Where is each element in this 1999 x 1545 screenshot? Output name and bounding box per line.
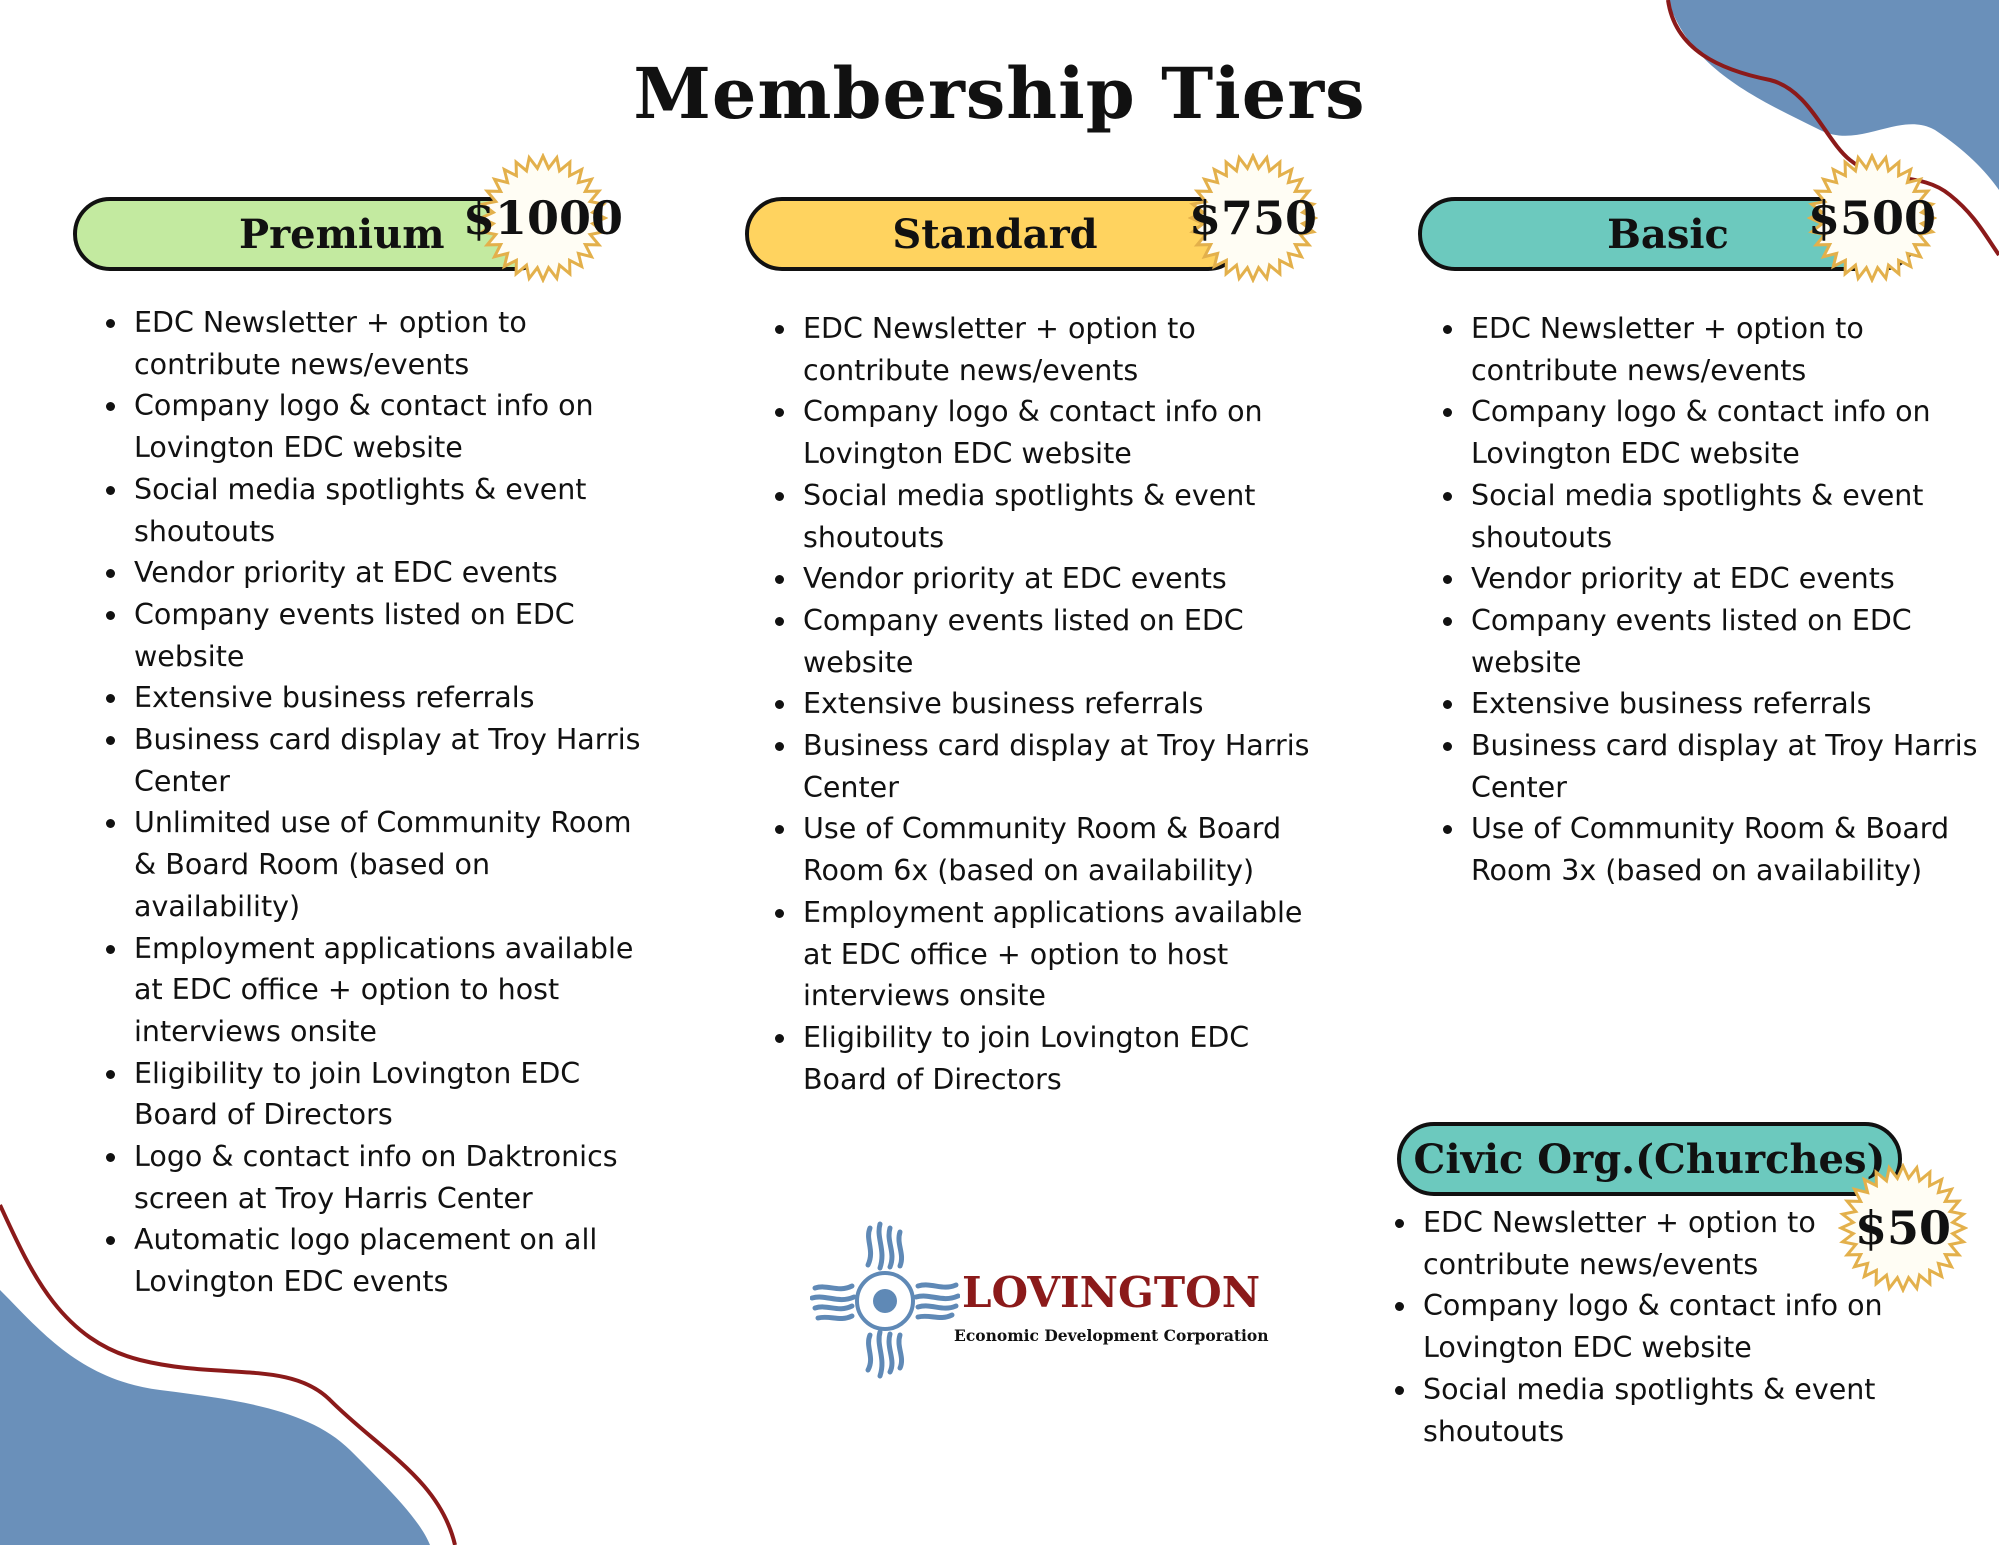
benefit-item: • Vendor priority at EDC events <box>799 558 1329 600</box>
benefit-item: • Social media spotlights & event shoutouts <box>1419 1369 1959 1452</box>
benefit-item: • Business card display at Troy Harris Center <box>130 719 660 802</box>
benefit-item: • Social media spotlights & event shoutouts <box>130 469 660 552</box>
benefit-item: • Extensive business referrals <box>1467 683 1999 725</box>
price-civic: $50 <box>1854 1201 1952 1255</box>
logo-subtitle: Economic Development Corporation <box>954 1326 1269 1345</box>
benefit-item: • Business card display at Troy Harris Center <box>799 725 1329 808</box>
tier-name-premium: Premium <box>239 210 445 258</box>
benefit-item: • Company events listed on EDC website <box>799 600 1329 683</box>
benefit-list-civic <box>1364 1202 1959 1452</box>
benefit-item: • Extensive business referrals <box>799 683 1329 725</box>
benefit-item: • Vendor priority at EDC events <box>130 552 660 594</box>
price-standard: $750 <box>1188 191 1318 245</box>
benefit-item: • EDC Newsletter + option to contribute news/events <box>799 308 1329 391</box>
benefit-item: • Eligibility to join Lovington EDC Board of Directors <box>130 1053 660 1136</box>
benefit-item: • Automatic logo placement on all Lovington EDC events <box>130 1219 660 1302</box>
benefit-item: • Business card display at Troy Harris Center <box>1467 725 1999 808</box>
benefit-item: • Social media spotlights & event shoutouts <box>799 475 1329 558</box>
page-title: Membership Tiers <box>633 52 1366 135</box>
benefit-item: • Extensive business referrals <box>130 677 660 719</box>
tier-name-standard: Standard <box>892 210 1098 258</box>
price-premium: $1000 <box>462 191 624 245</box>
price-badge-premium <box>462 153 624 283</box>
benefit-item: • Company logo & contact info on Lovington EDC website <box>1467 391 1999 474</box>
bottom-left-blue-blob <box>0 1290 430 1545</box>
benefit-list-standard <box>744 308 1329 1100</box>
tier-name-basic: Basic <box>1607 210 1729 258</box>
benefit-item: • Vendor priority at EDC events <box>1467 558 1999 600</box>
benefit-item: • Employment applications available at EDC office + option to host interviews onsite <box>799 892 1329 1017</box>
tier-name-civic: Civic Org.(Churches) <box>1413 1135 1886 1183</box>
benefit-item: • Social media spotlights & event shoutouts <box>1467 475 1999 558</box>
benefit-item: • Unlimited use of Community Room & Board Room (based on availability) <box>130 802 660 927</box>
benefit-list-premium <box>75 302 660 1303</box>
benefit-item: • Use of Community Room & Board Room 6x (based on availability) <box>799 808 1329 891</box>
benefit-item: • Use of Community Room & Board Room 3x (based on availability) <box>1467 808 1999 891</box>
lovington-edc-logo <box>810 1220 1270 1380</box>
benefit-item: • Company logo & contact info on Lovington EDC website <box>130 385 660 468</box>
benefit-item: • EDC Newsletter + option to contribute news/events <box>130 302 660 385</box>
benefit-item: • Employment applications available at EDC office + option to host interviews onsite <box>130 928 660 1053</box>
benefit-item: • Company logo & contact info on Lovington EDC website <box>799 391 1329 474</box>
price-badge-basic <box>1807 153 1937 283</box>
benefit-list-basic <box>1412 308 1999 892</box>
price-basic: $500 <box>1807 191 1937 245</box>
benefit-item: • EDC Newsletter + option to contribute news/events <box>1419 1202 1959 1285</box>
benefit-item: • EDC Newsletter + option to contribute news/events <box>1467 308 1999 391</box>
price-badge-standard <box>1188 153 1318 283</box>
benefit-item: • Eligibility to join Lovington EDC Board of Directors <box>799 1017 1329 1100</box>
benefit-item: • Company events listed on EDC website <box>1467 600 1999 683</box>
benefit-item: • Company events listed on EDC website <box>130 594 660 677</box>
zia-sun-icon <box>810 1220 960 1380</box>
logo-name: LOVINGTON <box>962 1268 1261 1317</box>
benefit-item: • Company logo & contact info on Lovington EDC website <box>1419 1285 1959 1368</box>
benefit-item: • Logo & contact info on Daktronics screen at Troy Harris Center <box>130 1136 660 1219</box>
